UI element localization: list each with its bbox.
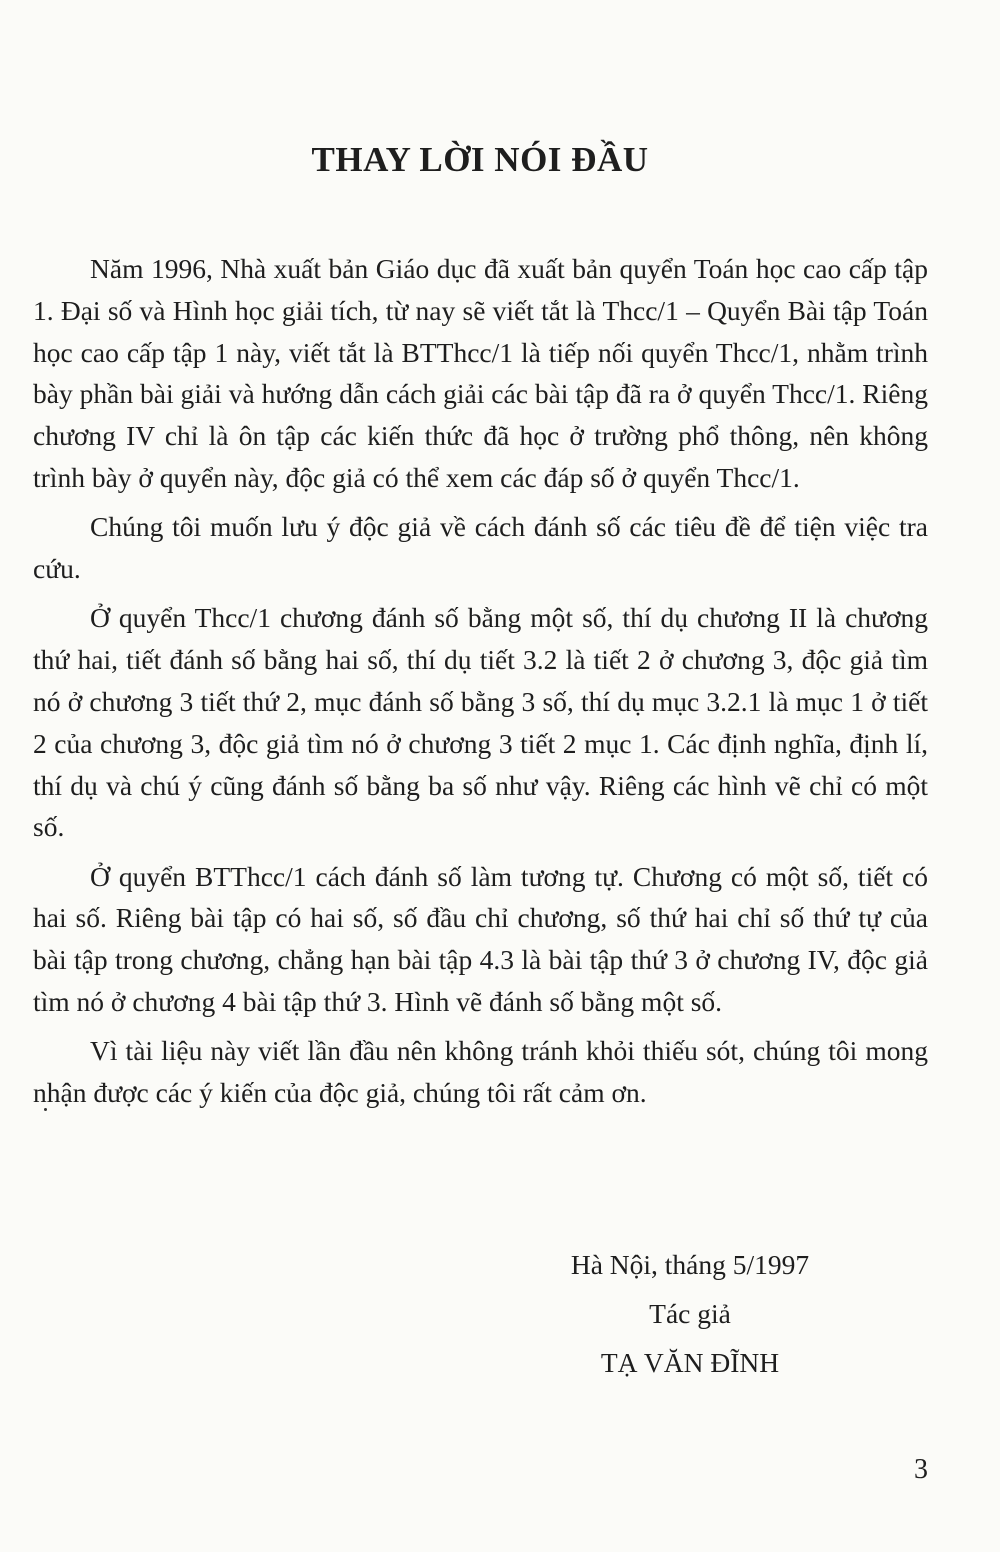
paragraph-1: Năm 1996, Nhà xuất bản Giáo dục đã xuất bản quyển Toán học cao cấp tập 1. Đại số và Hình học giải tích, từ nay sẽ viết tắt là Thcc/1 – Quyển Bài tập Toán học cao cấp tập 1 này, viết tắt là BTThcc/1 là tiếp nối quyển Thcc/1, nhằm trình bày phần bài giải và hướng dẫn cách giải các bài tập đã ra ở quyển Thcc/1. Riêng chương IV chỉ là ôn tập các kiến thức đã học ở trường phổ thông, nên không trình bày ở quyển này, độc giả có thể xem các đáp số ở quyển Thcc/1. [33, 253, 928, 493]
paragraph-5: Vì tài liệu này viết lần đầu nên không tránh khỏi thiếu sót, chúng tôi mong nhận được các ý kiến của độc giả, chúng tôi rất cảm ơn. [33, 1035, 928, 1109]
page-number: 3 [914, 1454, 928, 1485]
paragraph-3: Ở quyển Thcc/1 chương đánh số bằng một số, thí dụ chương II là chương thứ hai, tiết đánh số bằng hai số, thí dụ tiết 3.2 là tiết 2 ở chương 3, độc giả tìm nó ở chương 3 tiết thứ 2, mục đánh số bằng 3 số, thí dụ mục 3.2.1 là mục 1 ở tiết 2 của chương 3, độc giả tìm nó ở chương 3 tiết 2 mục 1. Các định nghĩa, định lí, thí dụ và chú ý cũng đánh số bằng ba số như vậy. Riêng các hình vẽ chỉ có một số. [33, 602, 928, 843]
signature-block [530, 1240, 850, 1387]
signature-author: TẠ VĂN ĐĨNH [600, 1347, 780, 1378]
preface-body [33, 248, 928, 1121]
paragraph-2: Chúng tôi muốn lưu ý độc giả về cách đánh số các tiêu đề để tiện việc tra cứu. [33, 511, 928, 585]
page-title: THAY LỜI NÓI ĐẦU [311, 140, 649, 179]
signature-place-date: Hà Nội, tháng 5/1997 [570, 1249, 810, 1280]
paragraph-4: Ở quyển BTThcc/1 cách đánh số làm tương tự. Chương có một số, tiết có hai số. Riêng bài tập có hai số, số đầu chỉ chương, số thứ hai chỉ số thứ tự của bài tập trong chương, chẳng hạn bài tập 4.3 là bài tập thứ 3 ở chương IV, độc giả tìm nó ở chương 4 bài tập thứ 3. Hình vẽ đánh số bằng một số. [33, 860, 928, 1018]
stray-dot [44, 1108, 47, 1111]
signature-role: Tác giả [649, 1298, 731, 1329]
